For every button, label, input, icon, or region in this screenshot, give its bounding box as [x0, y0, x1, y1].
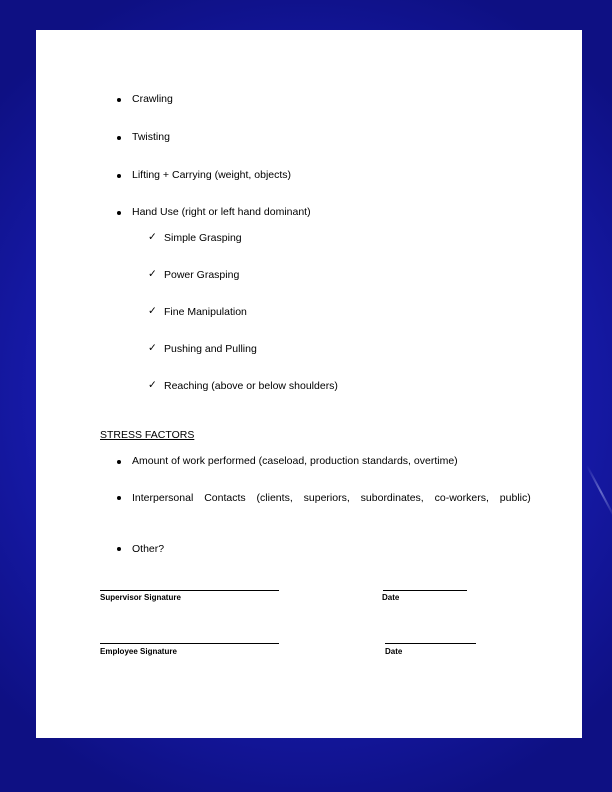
sub-item-reaching: Reaching (above or below shoulders): [164, 380, 338, 392]
supervisor-signature-label: Supervisor Signature: [100, 593, 181, 602]
list-item-lifting: Lifting + Carrying (weight, objects): [132, 169, 292, 181]
list-item-crawling: Crawling: [132, 93, 173, 105]
sub-item-power-grasping: Power Grasping: [164, 269, 240, 281]
section-heading-stress-factors: STRESS FACTORS: [100, 429, 195, 441]
employee-signature-label: Employee Signature: [100, 647, 177, 656]
bullet-icon: [117, 211, 121, 215]
list-item-interpersonal: Interpersonal Contacts (clients, superiors, subordinates, co-workers, public): [132, 492, 531, 504]
supervisor-date-label: Date: [382, 593, 400, 602]
checkmark-icon: ✓: [148, 268, 157, 280]
checkmark-icon: ✓: [148, 379, 157, 391]
list-item-twisting: Twisting: [132, 131, 170, 143]
checkmark-icon: ✓: [148, 231, 157, 243]
bullet-icon: [117, 136, 121, 140]
checkmark-icon: ✓: [148, 305, 157, 317]
employee-date-line: [385, 643, 476, 644]
bullet-icon: [117, 98, 121, 102]
list-item-other: Other?: [132, 543, 165, 555]
employee-date-label: Date: [385, 647, 403, 656]
list-item-workload: Amount of work performed (caseload, production standards, overtime): [132, 455, 458, 467]
bullet-icon: [117, 460, 121, 464]
list-item-hand-use: Hand Use (right or left hand dominant): [132, 206, 311, 218]
checkmark-icon: ✓: [148, 342, 157, 354]
supervisor-date-line: [383, 590, 467, 591]
sub-item-fine-manipulation: Fine Manipulation: [164, 306, 247, 318]
sub-item-simple-grasping: Simple Grasping: [164, 232, 242, 244]
bullet-icon: [117, 174, 121, 178]
background-streak: [586, 465, 612, 519]
supervisor-signature-line: [100, 590, 279, 591]
bullet-icon: [117, 547, 121, 551]
sub-item-pushing-pulling: Pushing and Pulling: [164, 343, 257, 355]
bullet-icon: [117, 496, 121, 500]
document-page: [36, 30, 582, 738]
employee-signature-line: [100, 643, 279, 644]
